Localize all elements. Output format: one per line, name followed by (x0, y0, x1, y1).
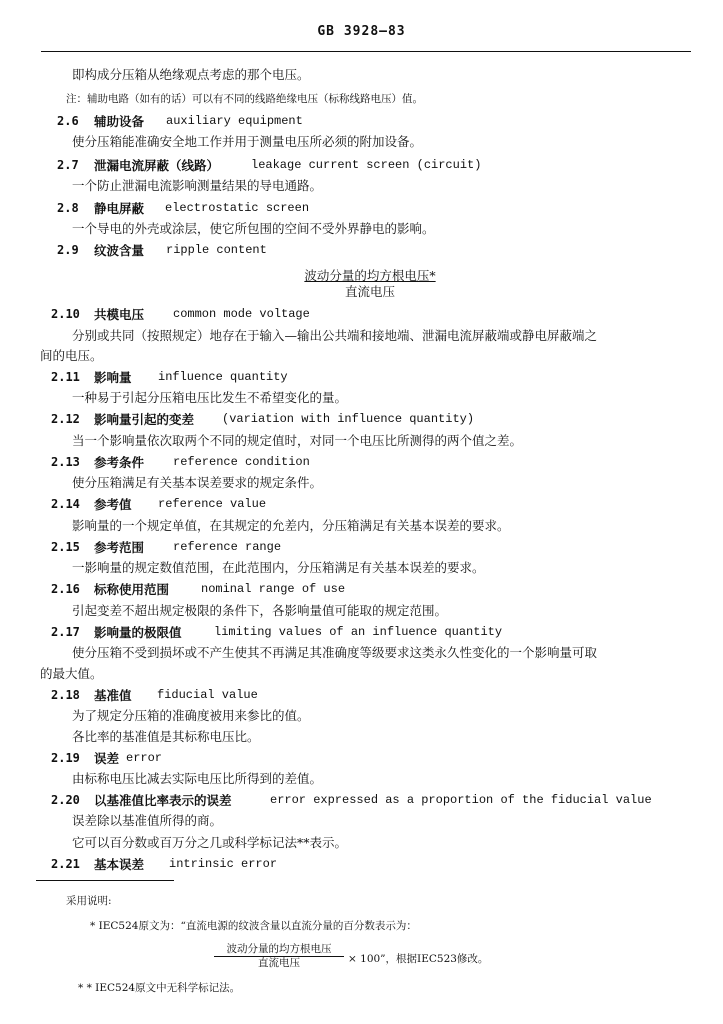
term-cn: 参考范围 (94, 540, 145, 555)
term-cn: 影响量引起的变差 (94, 412, 195, 427)
term-number: 2.14 (51, 497, 80, 511)
paragraph-line: 由标称电压比减去实际电压比所得到的差值。 (72, 771, 323, 786)
ripple-formula (280, 268, 460, 299)
term-cn: 共模电压 (94, 307, 145, 322)
term-number: 2.15 (51, 540, 80, 554)
term-cn: 泄漏电流屏蔽（线路） (94, 158, 220, 173)
term-cn: 辅助设备 (94, 114, 145, 129)
term-en: limiting values of an influence quantity (214, 625, 503, 639)
footnote-rule (36, 880, 174, 881)
term-en: error expressed as a proportion of the fiducial value (270, 793, 652, 807)
term-number: 2.8 (57, 201, 79, 215)
term-number: 2.10 (51, 307, 80, 321)
footnote-2: * * IEC524原文中无科学标记法。 (78, 982, 241, 994)
term-cn: 影响量的极限值 (94, 625, 182, 640)
footnote-formula-denominator: 直流电压 (258, 957, 300, 969)
formula-denominator: 直流电压 (344, 284, 395, 299)
term-cn: 基本误差 (94, 857, 145, 872)
term-en: auxiliary equipment (166, 114, 303, 128)
paragraph-line: 当一个影响量依次取两个不同的规定值时，对同一个电压比所测得的两个值之差。 (72, 433, 523, 448)
term-cn: 标称使用范围 (94, 582, 170, 597)
term-number: 2.21 (51, 857, 80, 871)
paragraph-line: 它可以百分数或百万分之几或科学标记法**表示。 (72, 835, 348, 850)
paragraph-line: 影响量的一个规定单值，在其规定的允差内，分压箱满足有关基本误差的要求。 (72, 518, 510, 533)
term-en: influence quantity (158, 370, 288, 384)
term-cn: 静电屏蔽 (94, 201, 145, 216)
note-line: 注：辅助电路（如有的话）可以有不同的线路绝缘电压（标称线路电压）值。 (66, 93, 423, 105)
term-en: error (126, 751, 163, 765)
paragraph-line: 引起变差不超出规定极限的条件下，各影响量值可能取的规定范围。 (72, 603, 448, 618)
term-number: 2.12 (51, 412, 80, 426)
term-number: 2.13 (51, 455, 80, 469)
paragraph-line: 的最大值。 (40, 666, 103, 681)
paragraph-line: 使分压箱满足有关基本误差要求的规定条件。 (72, 475, 323, 490)
term-en: (variation with influence quantity) (222, 412, 475, 426)
term-en: reference condition (173, 455, 310, 469)
paragraph-line: 即构成分压箱从绝缘观点考虑的那个电压。 (72, 67, 310, 82)
term-cn: 误差 (94, 751, 120, 766)
footnote-formula-numerator: 波动分量的均方根电压 (214, 943, 344, 957)
paragraph-line: 一种易于引起分压箱电压比发生不希望变化的量。 (72, 390, 348, 405)
paragraph-line: 使分压箱能准确安全地工作并用于测量电压所必须的附加设备。 (72, 134, 423, 149)
paragraph-line: 使分压箱不受到损坏或不产生使其不再满足其准确度等级要求这类永久性变化的一个影响量可取 (72, 645, 598, 660)
paragraph-line: 间的电压。 (40, 348, 103, 363)
term-cn: 以基准值比率表示的误差 (94, 793, 232, 808)
footnote-heading: 采用说明: (66, 895, 112, 907)
paragraph-line: 为了规定分压箱的准确度被用来参比的值。 (72, 708, 310, 723)
term-number: 2.7 (57, 158, 79, 172)
term-en: electrostatic screen (165, 201, 310, 215)
term-number: 2.6 (57, 114, 79, 128)
term-cn: 参考值 (94, 497, 132, 512)
term-cn: 影响量 (94, 370, 132, 385)
term-cn: 参考条件 (94, 455, 145, 470)
footnote-formula (214, 943, 344, 970)
footnote-1: * IEC524原文为：“直流电源的纹波含量以直流分量的百分数表示为： (90, 920, 417, 932)
paragraph-line: 误差除以基准值所得的商。 (72, 813, 223, 828)
term-en: intrinsic error (169, 857, 278, 871)
term-cn: 基准值 (94, 688, 132, 703)
term-number: 2.11 (51, 370, 80, 384)
term-en: reference value (158, 497, 267, 511)
term-number: 2.9 (57, 243, 79, 257)
paragraph-line: 一个导电的外壳或涂层，使它所包围的空间不受外界静电的影响。 (72, 221, 435, 236)
term-en: fiducial value (157, 688, 258, 702)
header-rule (41, 51, 691, 52)
term-number: 2.17 (51, 625, 80, 639)
term-en: ripple content (166, 243, 267, 257)
formula-numerator: 波动分量的均方根电压* (304, 268, 436, 283)
page-header: GB 3928—83 (317, 24, 406, 39)
paragraph-line: 一个防止泄漏电流影响测量结果的导电通路。 (72, 178, 323, 193)
term-en: reference range (173, 540, 282, 554)
term-number: 2.16 (51, 582, 80, 596)
term-number: 2.20 (51, 793, 80, 807)
paragraph-line: 一影响量的规定数值范围，在此范围内，分压箱满足有关基本误差的要求。 (72, 560, 485, 575)
paragraph-line: 分别或共同（按照规定）地存在于输入—输出公共端和接地端、泄漏电流屏蔽端或静电屏蔽端之 (72, 328, 598, 343)
footnote-1-tail: × 100”，根据IEC523修改。 (348, 953, 489, 965)
term-en: nominal range of use (201, 582, 346, 596)
term-number: 2.19 (51, 751, 80, 765)
term-en: leakage current screen (circuit) (251, 158, 482, 172)
term-cn: 纹波含量 (94, 243, 145, 258)
paragraph-line: 各比率的基准值是其标称电压比。 (72, 729, 260, 744)
term-en: common mode voltage (173, 307, 310, 321)
term-number: 2.18 (51, 688, 80, 702)
